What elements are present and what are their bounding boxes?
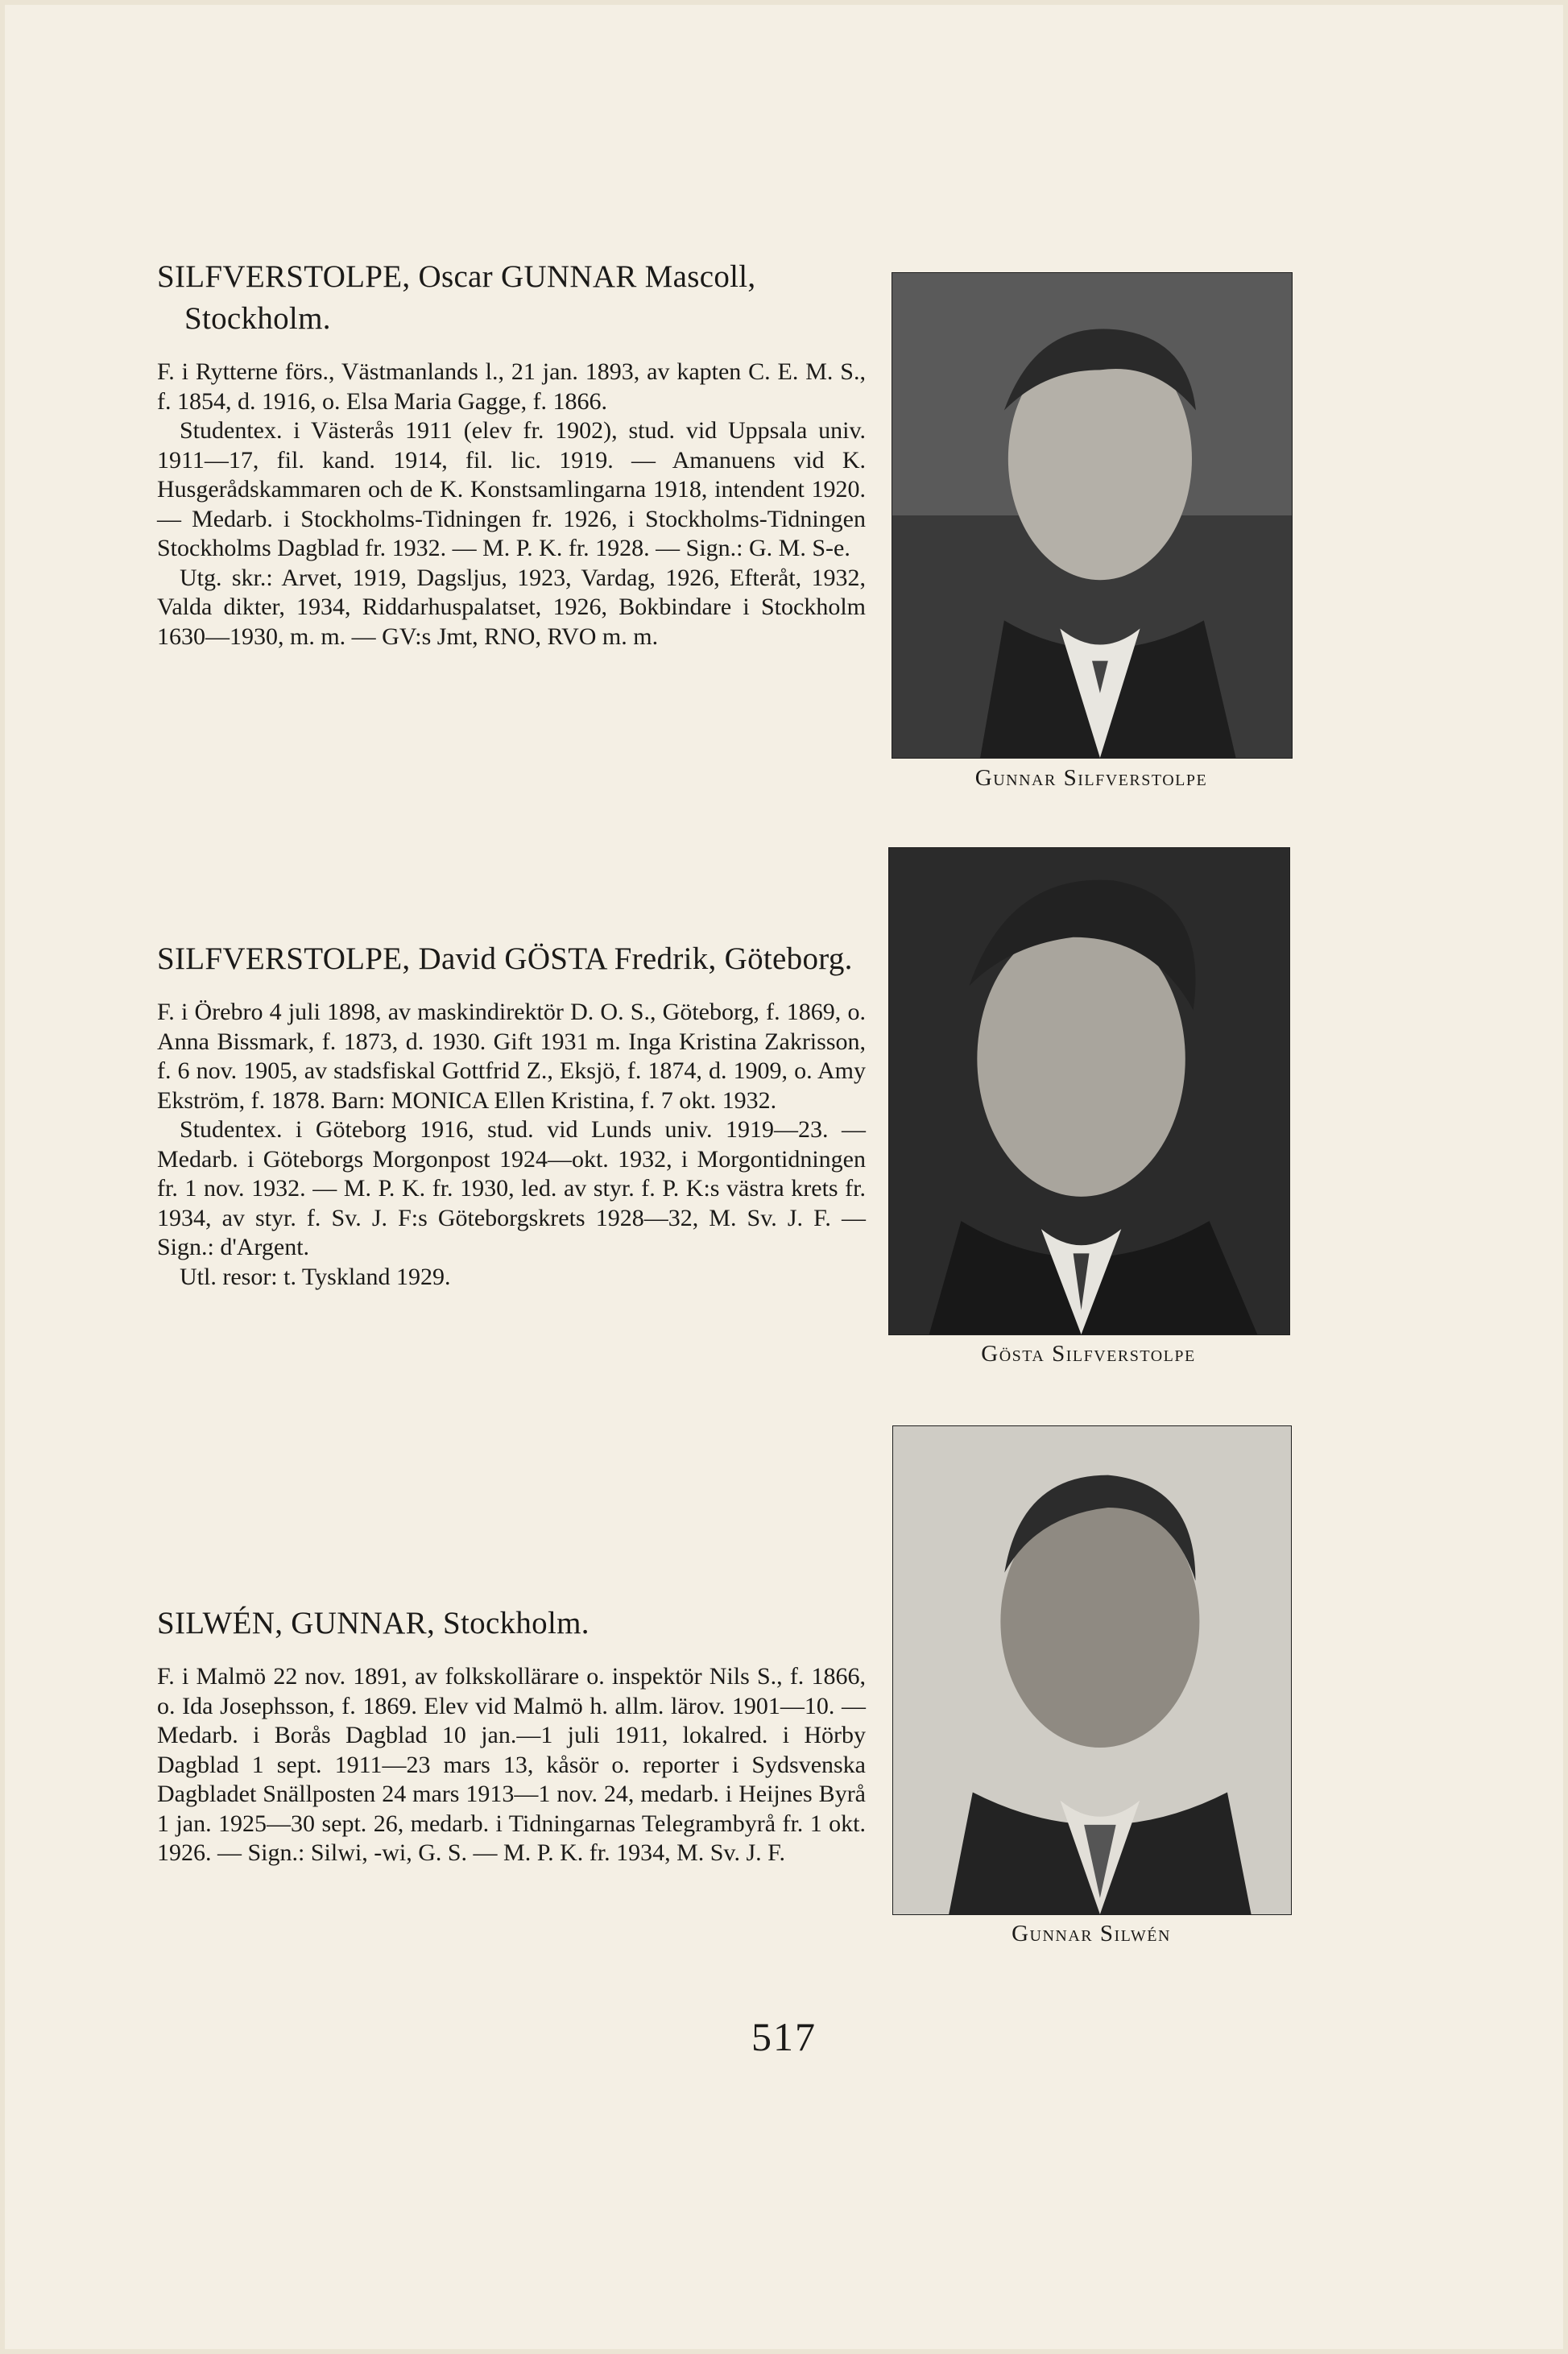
entry-paragraph: Studentex. i Göteborg 1916, stud. vid Lunds univ. 1919—23. — Medarb. i Göteborgs Morgonpost 1924—okt. 1932, i Morgontidningen fr. 1 nov. 1932. — M. P. K. fr. 1930, led. av styr. f. P. K:s västra krets fr. 1934, av styr. f. Sv. J. F:s Göteborgskrets 1928—32, M. Sv. J. F. — Sign.: d'Argent. xyxy=(157,1116,866,1260)
page-number: 517 xyxy=(751,2014,817,2059)
portrait-photo xyxy=(892,1425,1292,1915)
entry-paragraph: Utg. skr.: Arvet, 1919, Dagsljus, 1923, Vardag, 1926, Efteråt, 1932, Valda dikter, 1934, Riddarhuspalatset, 1926, Bokbindare i Stockholm 1630—1930, m. m. — GV:s Jmt, RNO, RVO m. m. xyxy=(157,564,866,650)
caption-text: Gunnar Silwén xyxy=(1012,1921,1171,1946)
entry-paragraph: Utl. resor: t. Tyskland 1929. xyxy=(180,1263,451,1290)
entry-heading: SILFVERSTOLPE, Oscar GUNNAR Mascoll, Stockholm. xyxy=(157,259,756,336)
portrait-icon xyxy=(892,273,1292,758)
entry-paragraph: F. i Rytterne förs., Västmanlands l., 21 jan. 1893, av kapten C. E. M. S., f. 1854, d. 1916, o. Elsa Maria Gagge, f. 1866. xyxy=(157,358,866,415)
portrait-photo xyxy=(888,847,1290,1335)
entry-heading: SILFVERSTOLPE, David GÖSTA Fredrik, Göteborg. xyxy=(157,941,853,976)
caption-text: Gösta Silfverstolpe xyxy=(981,1341,1196,1367)
portrait-icon xyxy=(889,848,1289,1334)
portrait-photo xyxy=(892,272,1293,759)
portrait-caption xyxy=(892,765,1291,792)
entry-paragraph: F. i Örebro 4 juli 1898, av maskindirektör D. O. S., Göteborg, f. 1869, o. Anna Bissmark, f. 1873, d. 1930. Gift 1931 m. Inga Kristina Zakrisson, f. 6 nov. 1905, av stadsfiskal Gottfrid Z., Eksjö, f. 1874, d. 1909, o. Amy Ekström, f. 1878. Barn: MONICA Ellen Kristina, f. 7 okt. 1932. xyxy=(157,999,866,1114)
entry-heading: SILWÉN, GUNNAR, Stockholm. xyxy=(157,1606,590,1640)
entry-paragraph: F. i Malmö 22 nov. 1891, av folkskollärare o. inspektör Nils S., f. 1866, o. Ida Josephsson, f. 1869. Elev vid Malmö h. allm. lärov. 1901—10. — Medarb. i Borås Dagblad 10 jan.—1 juli 1911, lokalred. i Hörby Dagblad 1 sept. 1911—23 mars 13, kåsör o. reporter i Sydsvenska Dagbladet Snällposten 24 mars 1913—1 nov. 24, medarb. i Heijnes Byrå 1 jan. 1925—30 sept. 26, medarb. i Tidningarnas Telegrambyrå fr. 1 okt. 1926. — Sign.: Silwi, -wi, G. S. — M. P. K. fr. 1934, M. Sv. J. F. xyxy=(157,1663,866,1866)
caption-text: Gunnar Silfverstolpe xyxy=(974,765,1208,791)
portrait-icon xyxy=(893,1426,1291,1914)
entry-gunnar-silfverstolpe xyxy=(157,256,866,652)
entry-paragraph: Studentex. i Västerås 1911 (elev fr. 1902), stud. vid Uppsala univ. 1911—17, fil. kand. 1914, fil. lic. 1919. — Amanuens vid K. Husgerådskammaren och de K. Konstsamlingarna 1918, intendent 1920. — Medarb. i Stockholms-Tidningen fr. 1926, i Stockholms-Tidningen Stockholms Dagblad fr. 1932. — M. P. K. fr. 1928. — Sign.: G. M. S-e. xyxy=(157,417,866,561)
entry-gunnar-silwen xyxy=(157,1603,866,1868)
entry-gosta-silfverstolpe xyxy=(157,938,866,1292)
portrait-caption xyxy=(892,1921,1290,1947)
portrait-caption xyxy=(888,1341,1289,1367)
